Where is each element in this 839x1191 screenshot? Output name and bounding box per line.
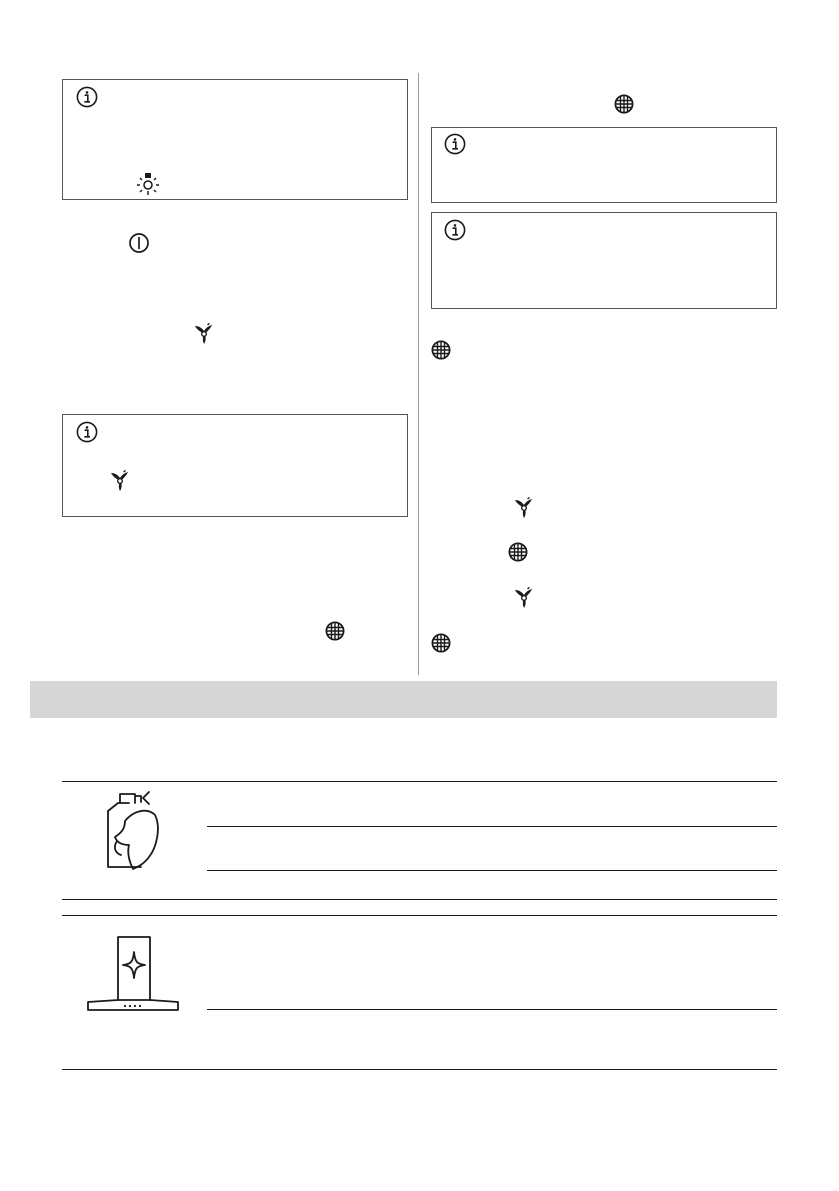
fan-icon xyxy=(513,587,535,609)
grid-filter-icon xyxy=(614,94,634,114)
table-bottom-rule xyxy=(62,1069,777,1070)
info-icon xyxy=(76,86,98,108)
row-rule xyxy=(62,915,777,916)
section-heading-band xyxy=(30,681,777,718)
fan-icon xyxy=(109,470,131,492)
note-box-fan xyxy=(62,414,408,517)
grid-filter-icon xyxy=(325,621,345,641)
row-rule xyxy=(62,899,777,900)
note-box-right-2 xyxy=(431,212,777,309)
row-rule-inner xyxy=(207,1009,777,1010)
note-box-right-1 xyxy=(431,127,777,203)
fan-icon xyxy=(513,497,535,519)
row-rule-inner-bottom xyxy=(207,870,777,871)
fan-icon xyxy=(193,323,215,345)
info-icon xyxy=(76,421,98,443)
grid-filter-icon xyxy=(431,633,451,653)
column-divider xyxy=(418,73,419,675)
row-rule-inner xyxy=(207,826,777,827)
info-icon xyxy=(444,133,466,155)
power-icon xyxy=(128,232,150,254)
spray-cloth-icon xyxy=(103,787,163,871)
info-icon xyxy=(444,219,466,241)
light-icon xyxy=(136,172,160,196)
hood-sparkle-icon xyxy=(84,936,182,1012)
grid-filter-icon xyxy=(431,340,451,360)
note-box-light xyxy=(62,79,408,200)
grid-filter-icon xyxy=(508,542,528,562)
table-top-rule xyxy=(62,781,777,782)
